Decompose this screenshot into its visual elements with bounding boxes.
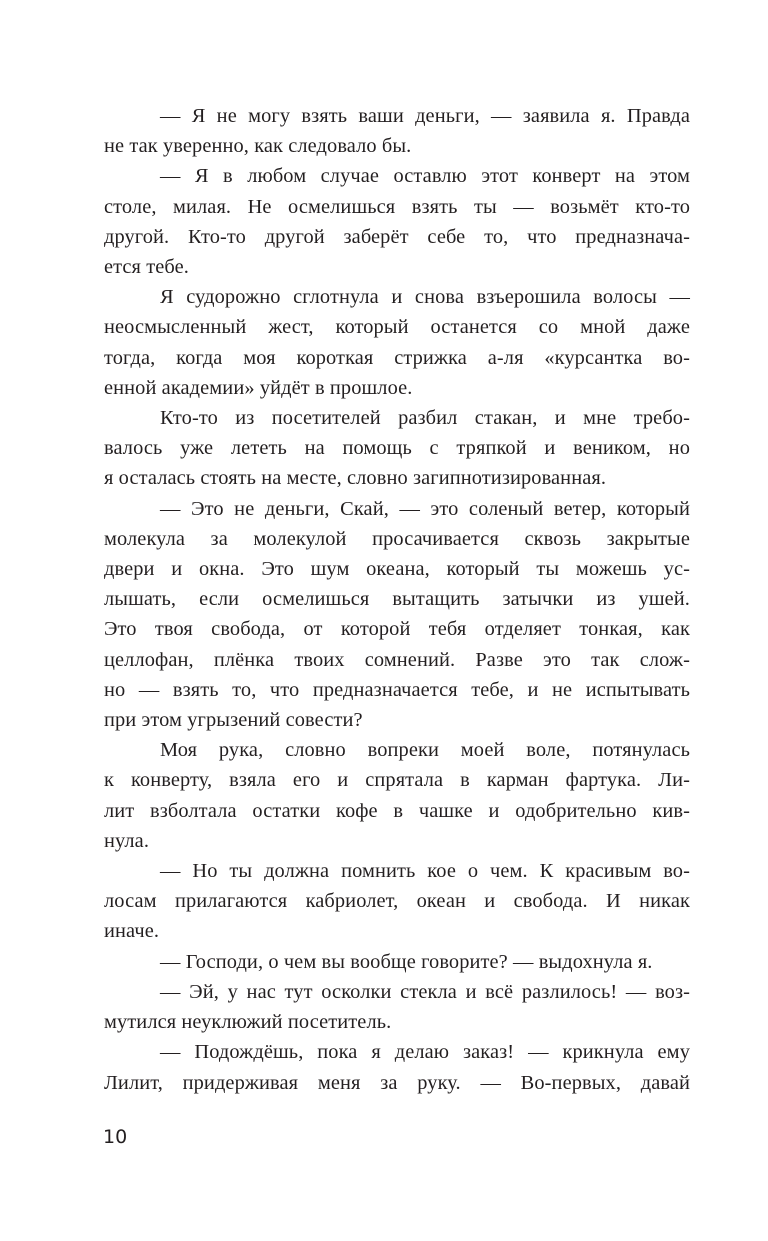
text-line: неосмысленный жест, который останется со мной даже [104,316,690,339]
text-line: нула. [104,829,150,852]
text-line: — Я не могу взять ваши деньги, — заявила я. Правда [160,105,690,127]
paragraph [104,1037,690,1097]
text-line: лит взболтала остатки кофе в чашке и одобрительно кив- [104,799,690,822]
page-number: 10 [103,1126,128,1148]
paragraph [104,403,690,494]
text-line: тогда, когда моя короткая стрижка а-ля «курсантка во- [104,346,690,369]
paragraph [104,735,690,856]
text-line: — Это не деньги, Скай, — это соленый ветер, который [160,497,690,520]
text-line: Я судорожно сглотнула и снова взъерошила волосы — [160,286,690,309]
text-line: ется тебе. [104,256,189,279]
text-line: мутился неуклюжий посетитель. [104,1011,392,1034]
text-line: к конверту, взяла его и спрятала в карман фартука. Ли- [104,769,690,792]
paragraph [104,101,690,161]
paragraph [104,947,690,977]
text-line: Это твоя свобода, от которой тебя отделяет тонкая, как [104,618,690,641]
text-line: — Я в любом случае оставлю этот конверт на этом [160,165,690,188]
text-line: целлофан, плёнка твоих сомнений. Разве это так слож- [104,648,690,671]
text-line: Кто-то из посетителей разбил стакан, и мне требо- [160,407,690,430]
paragraph [104,161,690,282]
text-line: енной академии» уйдёт в прошлое. [104,376,413,399]
text-line: столе, милая. Не осмелишься взять ты — возьмёт кто-то [104,195,690,218]
text-line: Моя рука, словно вопреки моей воле, потянулась [160,739,690,762]
text-line: — Но ты должна помнить кое о чем. К красивым во- [160,860,690,883]
text-line: другой. Кто-то другой заберёт себе то, что предназнача- [104,225,690,248]
text-line: — Господи, о чем вы вообще говорите? — выдохнула я. [160,950,653,973]
paragraph [104,856,690,947]
text-line: молекула за молекулой просачивается сквозь закрытые [104,527,690,550]
text-line: не так уверенно, как следовало бы. [104,135,412,158]
paragraph [104,282,690,403]
text-line: — Подождёшь, пока я делаю заказ! — крикнула ему [160,1041,690,1064]
body-text [104,101,690,1098]
text-line: при этом угрызений совести? [104,709,363,732]
text-line: иначе. [104,920,160,943]
text-line: но — взять то, что предназначается тебе, и не испытывать [104,678,690,701]
text-line: валось уже лететь на помощь с тряпкой и веником, но [104,437,690,460]
text-line: двери и окна. Это шум океана, который ты можешь ус- [104,558,690,581]
text-line: лышать, если осмелишься вытащить затычки из ушей. [104,588,690,611]
paragraph [104,494,690,736]
text-line: Лилит, придерживая меня за руку. — Во-первых, давай [104,1071,690,1094]
paragraph [104,977,690,1037]
text-line: лосам прилагаются кабриолет, океан и свобода. И никак [104,890,690,913]
text-line: — Эй, у нас тут осколки стекла и всё разлилось! — воз- [160,980,690,1003]
text-line: я осталась стоять на месте, словно загипнотизированная. [104,467,607,490]
